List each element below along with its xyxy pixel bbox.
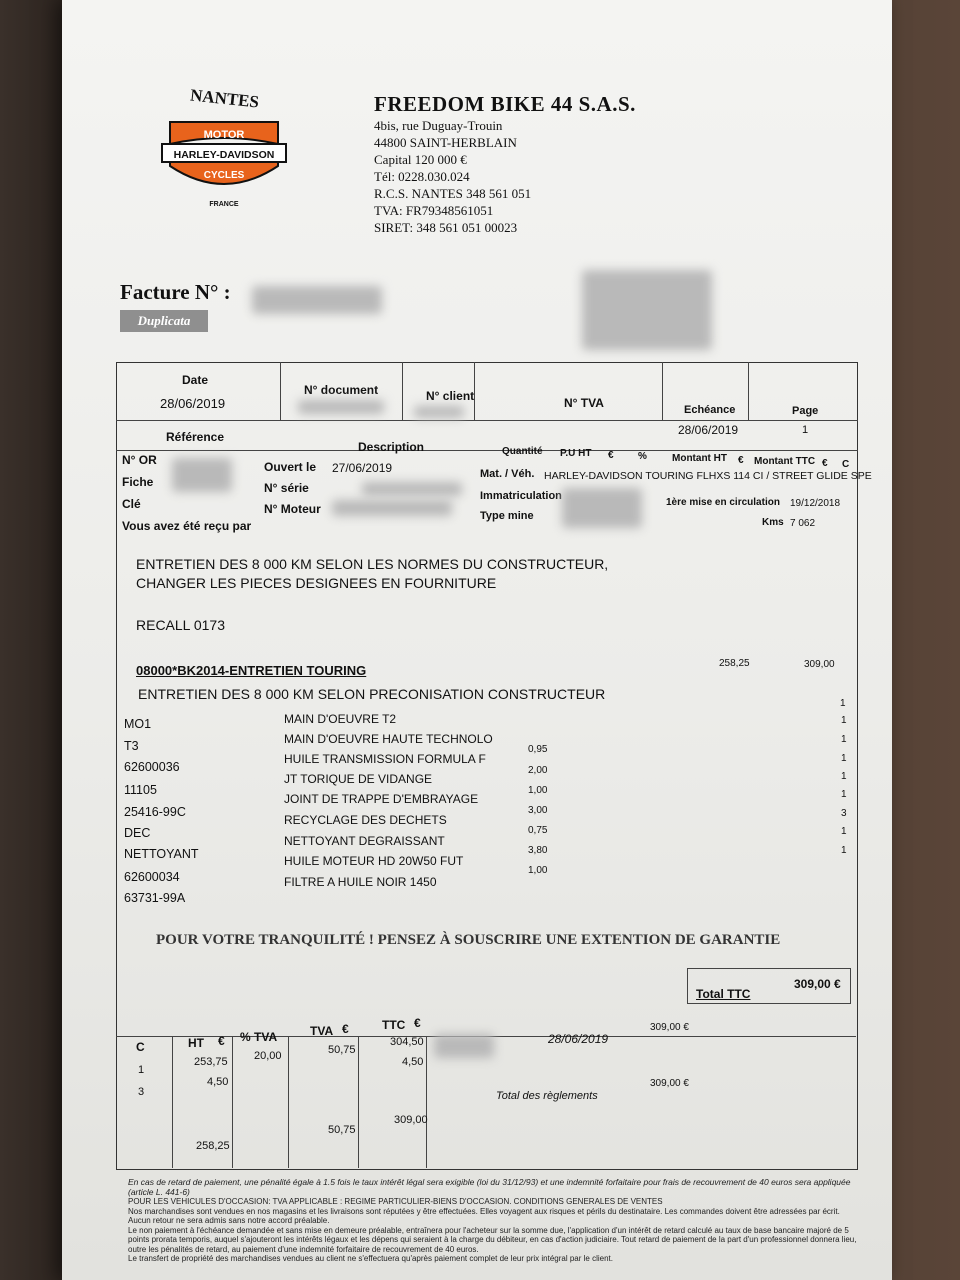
echeance-value: 28/06/2019 <box>678 423 739 437</box>
line-desc: HUILE MOTEUR HD 20W50 FUT <box>284 854 464 868</box>
line-desc: FILTRE A HUILE NOIR 1450 <box>284 875 437 889</box>
line-ref: 63731-99A <box>124 891 186 905</box>
column-montant-ttc: Montant TTC <box>754 456 816 467</box>
logo-france-text: FRANCE <box>209 201 239 208</box>
line-qty: 2,00 <box>528 765 548 776</box>
tax-ht: 4,50 <box>207 1076 229 1088</box>
line-desc: HUILE TRANSMISSION FORMULA F <box>284 752 486 766</box>
tax-col-c: C <box>136 1040 145 1054</box>
legal-paragraph: Le transfert de propriété des marchandises vendues au client ne s'effectuera qu'après paiement complet de leur prix intégral par le client. <box>128 1254 613 1263</box>
redacted-document-number <box>298 400 384 414</box>
line-c: 1 <box>841 753 847 764</box>
line-desc: JT TORIQUE DE VIDANGE <box>284 772 433 786</box>
column-description: Description <box>358 440 425 454</box>
warranty-promo: POUR VOTRE TRANQUILITÉ ! PENSEZ À SOUSCRIRE UNE EXTENTION DE GARANTIE <box>156 932 781 948</box>
payment-total-amount: 309,00 € <box>650 1078 689 1089</box>
kms-value: 7 062 <box>790 518 816 529</box>
legal-paragraph: Le non paiement à l'échéance demandée et sans mise en demeure préalable, entraînera pour l'acheteur sur la somme due, l'application d'un intérêt de retard calculé au taux de base bancaire majoré de 5 points prorata temporis, auquel s'ajouteront les intérêts légaux et les dépens qui seraient à la charge du débiteur, en cas d'action judiciaire. Tout retard de paiement de la part d'un professionnel donnera lieu, outre les pénalités de retard, au paiement d'une indemnité forfaitaire de recouvrement de 40 euros. <box>128 1225 857 1254</box>
package-montant-ht: 258,25 <box>719 658 750 669</box>
tax-col-tva-pct: % TVA <box>240 1030 278 1044</box>
type-mine-label: Type mine <box>480 510 534 522</box>
tax-pct: 20,00 <box>254 1050 282 1062</box>
line-ref: T3 <box>124 739 139 753</box>
page-label: Page <box>792 405 819 417</box>
column-pu-ht: P.U HT <box>560 448 592 459</box>
ouvert-le-value: 27/06/2019 <box>332 461 393 475</box>
line-qty: 1,00 <box>528 785 548 796</box>
invoice-sheet <box>62 0 892 1280</box>
package-description: ENTRETIEN DES 8 000 KM SELON PRECONISATION CONSTRUCTEUR <box>138 686 606 702</box>
column-remise-pct: % <box>638 451 647 462</box>
redacted-customer-address <box>582 270 712 350</box>
redacted-payment-mode <box>434 1034 494 1058</box>
duplicata-badge: Duplicata <box>120 310 208 332</box>
tax-col-ht-currency: € <box>218 1034 225 1048</box>
tax-col-ttc: TTC <box>382 1018 406 1032</box>
redacted-serie <box>362 482 462 496</box>
line-qty: 0,95 <box>528 744 548 755</box>
tax-sum-ttc: 309,00 <box>394 1114 428 1126</box>
company-line: R.C.S. NANTES 348 561 051 <box>374 186 532 201</box>
moteur-label: N° Moteur <box>264 502 321 516</box>
company-line: Tél: 0228.030.024 <box>374 169 470 184</box>
line-qty: 3,80 <box>528 845 548 856</box>
total-ttc-value: 309,00 € <box>794 977 841 991</box>
immatriculation-label: Immatriculation <box>480 490 562 502</box>
client-number-label: N° client <box>426 389 475 403</box>
line-qty: 1,00 <box>528 865 548 876</box>
line-ref: NETTOYANT <box>124 847 199 861</box>
line-desc: MAIN D'OEUVRE HAUTE TECHNOLO <box>284 732 493 746</box>
date-label: Date <box>182 373 209 387</box>
company-line: 4bis, rue Duguay-Trouin <box>374 118 503 133</box>
ouvert-le-label: Ouvert le <box>264 460 317 474</box>
logo-brand-text: HARLEY-DAVIDSON <box>173 149 275 161</box>
column-reference: Référence <box>166 430 225 444</box>
package-c: 1 <box>840 698 846 709</box>
column-quantite: Quantité <box>502 446 543 457</box>
line-c: 1 <box>841 826 847 837</box>
recu-par-label: Vous avez été reçu par <box>122 519 252 533</box>
harley-davidson-logo <box>160 82 288 212</box>
payment-amount: 309,00 € <box>650 1022 689 1033</box>
redacted-client-number <box>414 406 464 418</box>
package-montant-ttc: 309,00 <box>804 659 835 670</box>
work-description-line-2: CHANGER LES PIECES DESIGNEES EN FOURNITURE <box>136 575 497 591</box>
column-ttc-currency: € <box>822 458 828 469</box>
logo-cycles-text: CYCLES <box>203 170 245 181</box>
line-ref: 62600034 <box>124 870 180 884</box>
line-desc: NETTOYANT DEGRAISSANT <box>284 834 445 848</box>
echeance-label: Echéance <box>684 404 736 416</box>
line-ref: 25416-99C <box>124 805 186 819</box>
tax-col-ht: HT <box>188 1036 204 1050</box>
line-desc: RECYCLAGE DES DECHETS <box>284 813 447 827</box>
logo-motor-text: MOTOR <box>203 129 245 141</box>
redacted-moteur <box>332 500 452 516</box>
company-name: FREEDOM BIKE 44 S.A.S. <box>374 92 636 116</box>
company-line: SIRET: 348 561 051 00023 <box>374 220 518 235</box>
line-ref: DEC <box>124 826 151 840</box>
tax-col-tva-currency: € <box>342 1022 349 1036</box>
invoice-title: Facture N° : <box>120 280 231 304</box>
legal-paragraph: Nos marchandises sont vendues en nos magasins et les livraisons sont réputées y être effectuées. Elles voyagent aux risques et périls du destinataire. Les commandes doivent être adressées par écrit. Aucun retour ne sera admis sans notre accord préalable. <box>128 1206 840 1225</box>
page-value: 1 <box>802 424 809 436</box>
tax-ttc: 304,50 <box>390 1036 424 1048</box>
work-description-line-1: ENTRETIEN DES 8 000 KM SELON LES NORMES DU CONSTRUCTEUR, <box>136 556 609 572</box>
vehicule-value: HARLEY-DAVIDSON TOURING FLHXS 114 CI / STREET GLIDE SPE <box>544 470 872 482</box>
line-c: 1 <box>841 771 847 782</box>
company-block <box>374 92 636 236</box>
serie-label: N° série <box>264 481 309 495</box>
tax-sum-ht: 258,25 <box>196 1140 230 1152</box>
redacted-invoice-number <box>252 286 382 314</box>
company-line: TVA: FR79348561051 <box>374 203 494 218</box>
line-c: 1 <box>841 734 847 745</box>
legal-conditions <box>128 1178 863 1264</box>
fiche-label: Fiche <box>122 475 154 489</box>
package-reference: 08000*BK2014-ENTRETIEN TOURING <box>136 663 367 678</box>
date-value: 28/06/2019 <box>160 396 226 411</box>
kms-label: Kms <box>762 517 784 528</box>
column-ht-currency: € <box>738 455 744 466</box>
tax-c: 1 <box>138 1064 145 1076</box>
line-desc: MAIN D'OEUVRE T2 <box>284 712 397 726</box>
line-c: 1 <box>841 715 847 726</box>
payment-date: 28/06/2019 <box>548 1032 609 1046</box>
line-c: 1 <box>841 789 847 800</box>
tax-sum-tva: 50,75 <box>328 1124 356 1136</box>
tax-col-tva: TVA <box>310 1024 334 1038</box>
line-ref: 11105 <box>124 783 157 797</box>
logo-nantes-text: NANTES <box>189 85 260 112</box>
document-number-label: N° document <box>304 383 379 397</box>
tva-number-label: N° TVA <box>564 396 604 410</box>
column-pu-currency: € <box>608 450 614 461</box>
line-c: 1 <box>841 845 847 856</box>
payment-total-label: Total des règlements <box>496 1090 598 1102</box>
cle-label: Clé <box>122 497 141 511</box>
vehicule-label: Mat. / Véh. <box>480 468 535 480</box>
line-desc: JOINT DE TRAPPE D'EMBRAYAGE <box>284 792 479 806</box>
total-ttc-label: Total TTC <box>696 987 751 1001</box>
line-qty: 0,75 <box>528 825 548 836</box>
line-ref: MO1 <box>124 717 152 731</box>
tax-ttc: 4,50 <box>402 1056 424 1068</box>
redacted-or-fiche <box>172 458 232 492</box>
recall-line: RECALL 0173 <box>136 617 225 633</box>
legal-paragraph: En cas de retard de paiement, une pénalité égale à 1.5 fois le taux intérêt légal sera exigible (loi du 31/12/93) et une indemnité forfaitaire pour frais de recouvrement de 40 euros sera appliquée (article L. 441-6) <box>128 1177 851 1197</box>
line-qty: 3,00 <box>528 805 548 816</box>
line-ref: 62600036 <box>124 760 180 774</box>
tax-col-ttc-currency: € <box>414 1016 421 1030</box>
or-number-label: N° OR <box>122 453 157 467</box>
tax-ht: 253,75 <box>194 1056 228 1068</box>
tax-c: 3 <box>138 1086 145 1098</box>
company-line: 44800 SAINT-HERBLAIN <box>374 135 517 150</box>
redacted-immat-typemine <box>562 488 642 528</box>
mise-circulation-label: 1ère mise en circulation <box>666 497 780 508</box>
mise-circulation-value: 19/12/2018 <box>790 498 841 509</box>
total-ttc-box <box>687 968 851 1004</box>
company-line: Capital 120 000 € <box>374 152 467 167</box>
column-c: C <box>842 459 850 470</box>
column-montant-ht: Montant HT <box>672 453 727 464</box>
legal-paragraph: POUR LES VEHICULES D'OCCASION: TVA APPLICABLE : REGIME PARTICULIER-BIENS D'OCCASION. CONDITIONS GENERALES DE VENTES <box>128 1197 663 1206</box>
tax-tva: 50,75 <box>328 1044 356 1056</box>
line-c: 3 <box>841 808 847 819</box>
